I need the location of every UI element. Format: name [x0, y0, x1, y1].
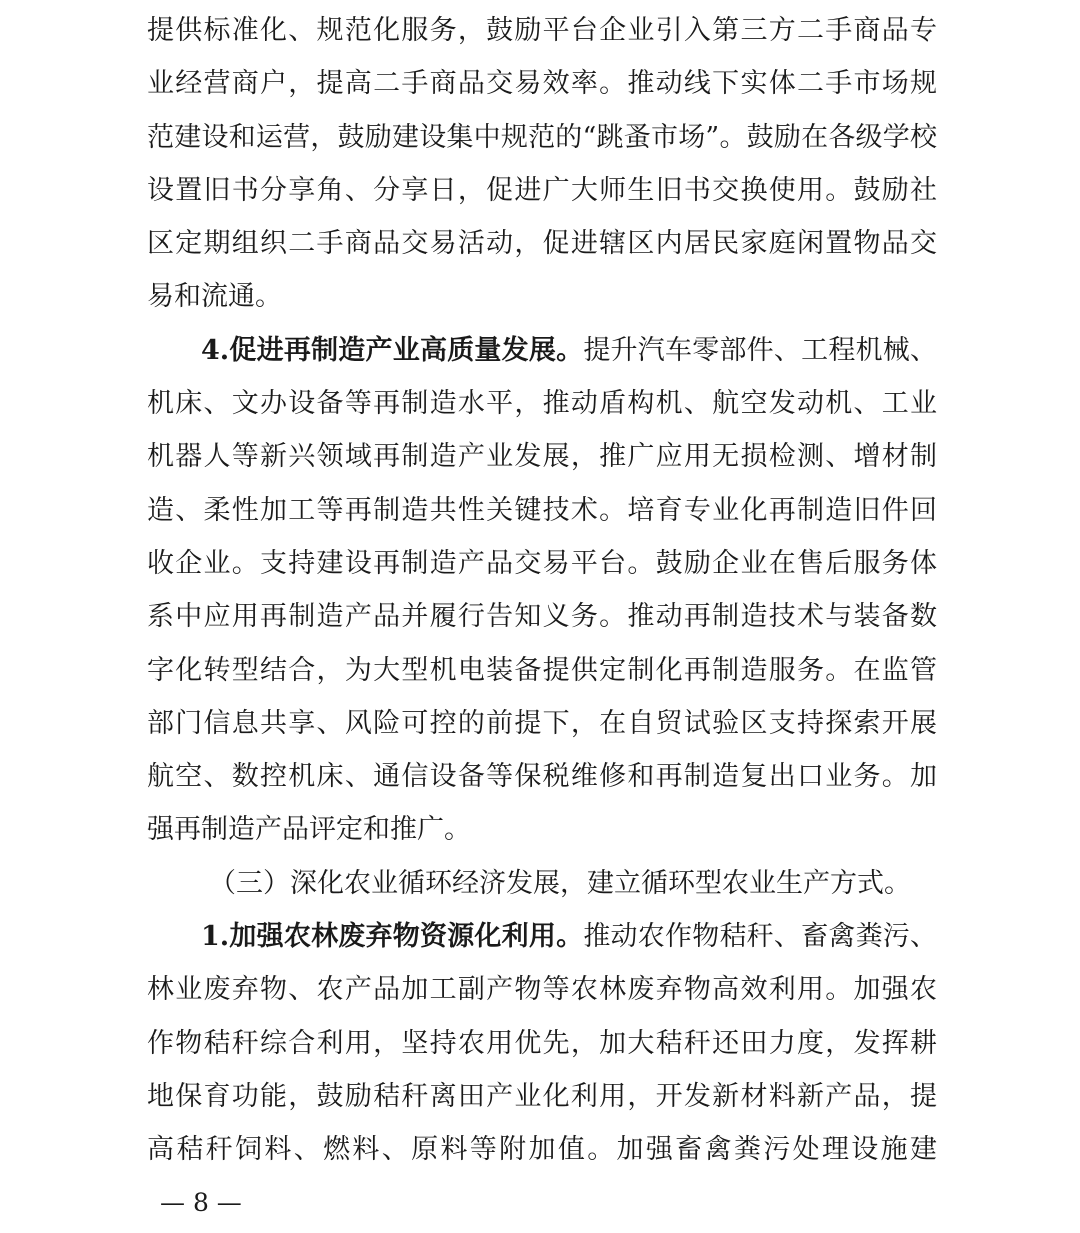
text-line: 林业废弃物、农产品加工副产物等农林废弃物高效利用。加强农 — [147, 974, 937, 1006]
text-line: 地保育功能，鼓励秸秆离田产业化利用，开发新材料新产品，提 — [147, 1080, 937, 1112]
section-heading: （三）深化农业循环经济发展，建立循环型农业生产方式。 — [209, 867, 911, 899]
text-line — [147, 324, 937, 377]
text-line: 部门信息共享、风险可控的前提下，在自贸试验区支持探索开展 — [147, 707, 937, 739]
paragraph-secondhand-market — [147, 4, 937, 324]
text-line: 字化转型结合，为大型机电装备提供定制化再制造服务。在监管 — [147, 654, 937, 686]
text-line: 作物秸秆综合利用，坚持农用优先，加大秸秆还田力度，发挥耕 — [147, 1027, 937, 1059]
text-line: 易和流通。 — [147, 281, 282, 313]
text-line: 系中应用再制造产品并履行告知义务。推动再制造技术与装备数 — [147, 601, 937, 633]
text-line — [147, 910, 937, 963]
page-number: — 8 — — [160, 1188, 242, 1217]
text-line: 区定期组织二手商品交易活动，促进辖区内居民家庭闲置物品交 — [147, 228, 937, 260]
text-line: 业经营商户，提高二手商品交易效率。推动线下实体二手市场规 — [147, 68, 937, 100]
text-line: 提供标准化、规范化服务，鼓励平台企业引入第三方二手商品专 — [147, 15, 937, 46]
text-line: 航空、数控机床、通信设备等保税维修和再制造复出口业务。加 — [147, 761, 937, 793]
paragraph-agricultural-waste — [147, 910, 937, 1176]
paragraph-heading: 4.促进再制造产业高质量发展。 — [201, 334, 584, 366]
paragraph-remanufacturing — [147, 324, 937, 857]
text-line: 收企业。支持建设再制造产品交易平台。鼓励企业在售后服务体 — [147, 547, 937, 579]
text-line: 造、柔性加工等再制造共性关键技术。培育专业化再制造旧件回 — [147, 494, 937, 526]
paragraph-heading: 1.加强农林废弃物资源化利用。 — [201, 921, 584, 953]
document-page — [147, 4, 937, 1177]
text-line: 机床、文办设备等再制造水平，推动盾构机、航空发动机、工业 — [147, 388, 937, 420]
text-line: 设置旧书分享角、分享日，促进广大师生旧书交换使用。鼓励社 — [147, 174, 937, 206]
text-line: 高秸秆饲料、燃料、原料等附加值。加强畜禽粪污处理设施建 — [147, 1134, 937, 1166]
text-line: 机器人等新兴领域再制造产业发展，推广应用无损检测、增材制 — [147, 441, 937, 473]
text-line: 范建设和运营，鼓励建设集中规范的“跳蚤市场”。鼓励在各级学校 — [147, 121, 937, 153]
text-line: 强再制造产品评定和推广。 — [147, 814, 471, 846]
text-run: 提升汽车零部件、工程机械、 — [583, 334, 938, 366]
text-run: 推动农作物秸秆、畜禽粪污、 — [583, 921, 938, 953]
